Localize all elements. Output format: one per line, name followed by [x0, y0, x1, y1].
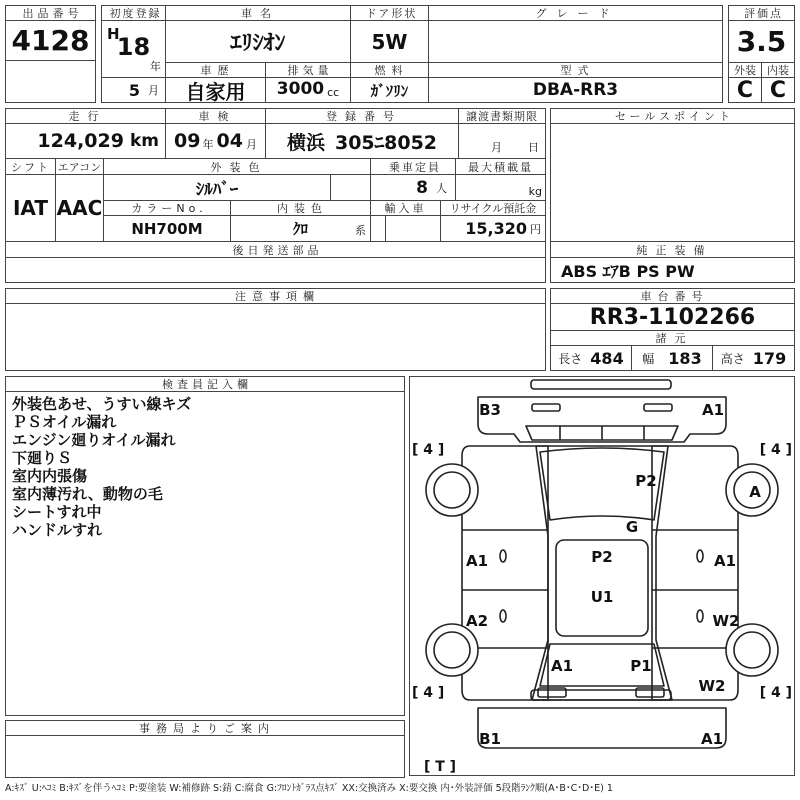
registration-cell	[265, 123, 459, 159]
car-name-label: 車名	[165, 5, 351, 21]
damage-mark: A1	[465, 552, 489, 570]
chassis-number: RR3-1102266	[550, 303, 795, 331]
first-registration-month-cell	[101, 77, 166, 103]
inspection-month: 04	[216, 130, 243, 152]
first-registration-month-unit: 月	[148, 84, 159, 97]
inspector-note-line: ハンドルすれ	[12, 521, 103, 539]
aircon-label: エアコン	[55, 158, 104, 175]
inspector-note-line: ＰＳオイル漏れ	[12, 413, 117, 431]
first-registration-year: 18	[116, 33, 151, 61]
door-handle	[500, 550, 506, 562]
inspector-note-line: シートすれ中	[12, 503, 102, 521]
inspection-year: 09	[174, 130, 201, 152]
right-door-seams	[652, 530, 738, 648]
inspector-note-line: 室内薄汚れ、動物の毛	[12, 485, 163, 503]
damage-mark: B3	[479, 401, 501, 419]
mileage-label: 走行	[5, 108, 166, 124]
front-bumper	[531, 690, 671, 700]
listing-label: 出品番号	[5, 5, 96, 21]
inspector-note-line: 室内内張傷	[12, 467, 88, 485]
interior-score-label: 内装	[761, 62, 795, 78]
interior-color-cell	[230, 215, 371, 242]
import-car-flag-cell	[370, 215, 386, 242]
sales-points-body	[550, 123, 795, 242]
transfer-month-unit: 月	[491, 141, 502, 154]
rear-lamp-left	[532, 404, 560, 411]
right-body-side	[652, 446, 738, 700]
rear-glass-strip	[526, 426, 678, 440]
caution-label: 注意事項欄	[5, 288, 546, 304]
specs-tall-value: 179	[752, 348, 787, 368]
genuine-equipment-label: 純正装備	[550, 241, 795, 258]
import-car-cell	[385, 215, 441, 242]
first-registration-year-unit: 年	[150, 60, 161, 73]
listing-number: 4128	[5, 20, 96, 61]
displacement-unit: cc	[327, 86, 340, 99]
import-car-label: 輸入車	[370, 200, 441, 216]
genuine-equipment: ABS ｴｱB PS PW	[550, 257, 795, 283]
office-body	[5, 735, 405, 778]
damage-mark: A1	[713, 552, 737, 570]
damage-mark: P2	[591, 548, 613, 566]
damage-diagram-box	[409, 376, 795, 776]
tire-mark: [ 4 ]	[759, 685, 792, 701]
grade-label: グレード	[428, 5, 723, 21]
exterior-color: ｼﾙﾊﾞｰ	[103, 174, 331, 201]
displacement-cell	[265, 77, 351, 103]
displacement-label: 排気量	[265, 62, 351, 78]
exterior-color-label: 外装色	[103, 158, 371, 175]
rear-lamp-right	[644, 404, 672, 411]
specs-label: 諸元	[550, 330, 795, 346]
score-value: 3.5	[728, 20, 795, 63]
recycle-fee-value: 15,320	[465, 219, 527, 238]
color-no: NH700M	[103, 215, 231, 242]
history: 自家用	[165, 77, 266, 103]
later-parts-label: 後日発送部品	[5, 241, 546, 258]
fuel: ｶﾞｿﾘﾝ	[350, 77, 429, 103]
interior-color-label: 内装色	[230, 200, 371, 216]
model-code-label: 型式	[428, 62, 723, 78]
office-label: 事務局よりご案内	[5, 720, 405, 736]
tire-mark: [ 4 ]	[759, 442, 792, 458]
shift-value: IAT	[5, 174, 56, 242]
score-label: 評価点	[728, 5, 795, 21]
inspection-label: 車検	[165, 108, 266, 124]
interior-color: ｸﾛ	[292, 220, 308, 238]
interior-color-suffix: 系	[355, 224, 366, 237]
front-panel	[478, 708, 726, 748]
specs-length-value: 484	[590, 348, 624, 368]
damage-mark: P2	[635, 472, 657, 490]
exterior-color-extra-cell	[330, 174, 371, 201]
damage-mark: W2	[712, 612, 740, 630]
history-label: 車歴	[165, 62, 266, 78]
specs-length-cell	[550, 345, 632, 371]
specs-breadth-label: 幅	[642, 351, 655, 366]
tire-mark: [ 4 ]	[412, 442, 445, 458]
mileage-unit: km	[129, 131, 159, 151]
door-type: 5W	[350, 20, 429, 63]
damage-mark: B1	[479, 730, 501, 748]
max-load-cell	[455, 174, 546, 201]
inspector-notes	[5, 391, 405, 716]
max-load-label: 最大積載量	[455, 158, 546, 175]
first-registration-label: 初度登録	[101, 5, 166, 21]
aircon-value: AAC	[55, 174, 104, 242]
door-type-label: ドア形状	[350, 5, 429, 21]
capacity-value: 8	[416, 177, 428, 198]
chassis-label: 車台番号	[550, 288, 795, 304]
damage-mark: A	[749, 483, 761, 501]
tire-mark: [ 4 ]	[412, 685, 445, 701]
rear-bumper	[531, 380, 671, 389]
car-diagram	[410, 377, 794, 775]
specs-length-label: 長さ	[558, 351, 583, 366]
capacity-label: 乗車定員	[370, 158, 456, 175]
max-load-unit: kg	[528, 185, 542, 198]
exterior-score: C	[728, 77, 762, 103]
damage-mark: P1	[630, 657, 652, 675]
first-registration-year-cell	[101, 20, 166, 78]
car-name: ｴﾘｼｵﾝ	[165, 20, 351, 63]
specs-breadth-value: 183	[668, 348, 702, 368]
capacity-unit: 人	[436, 181, 447, 195]
specs-breadth-cell	[631, 345, 713, 371]
later-parts-body	[5, 257, 546, 283]
recycle-fee-label: リサイクル預託金	[440, 200, 546, 216]
left-door-seams	[462, 530, 548, 648]
inspector-label: 検査員記入欄	[5, 376, 405, 392]
listing-empty-cell	[5, 60, 96, 103]
registration-area: 横浜	[286, 131, 325, 154]
registration-label: 登録番号	[265, 108, 459, 124]
fuel-label: 燃料	[350, 62, 429, 78]
exterior-score-label: 外装	[728, 62, 762, 78]
recycle-fee-cell	[440, 215, 546, 242]
inspection-year-unit: 年	[202, 138, 214, 151]
inspection-month-unit: 月	[245, 138, 257, 151]
damage-mark: A1	[550, 657, 574, 675]
damage-mark: W2	[698, 677, 726, 695]
damage-mark: A1	[701, 401, 725, 419]
sales-points-label: セールスポイント	[550, 108, 795, 124]
spare-tire-mark: [ T ]	[423, 759, 457, 775]
transfer-day-unit: 日	[528, 141, 539, 154]
inspector-note-line: 外装色あせ、うすい線キズ	[12, 395, 192, 413]
first-registration-month: 5	[128, 80, 140, 100]
capacity-cell	[370, 174, 456, 201]
color-no-label: カラーNo.	[103, 200, 231, 216]
recycle-fee-unit: 円	[530, 222, 541, 236]
door-handle	[697, 550, 703, 562]
inspection-cell	[165, 123, 266, 159]
displacement-value: 3000	[276, 79, 325, 99]
damage-mark: U1	[590, 588, 614, 606]
inspector-note-line: 下廻りＳ	[12, 449, 73, 467]
legend: A:ｷｽﾞ U:ﾍｺﾐ B:ｷｽﾞを伴うﾍｺﾐ P:要塗装 W:補修跡 S:錆 C:腐食 G:ﾌﾛﾝﾄｶﾞﾗｽ点ｷｽﾞ XX:交換済み X:要交換 内･外装評価 5段階ﾗﾝｸ順(A･B･C･D･E) 1	[5, 783, 613, 794]
specs-tall-label: 高さ	[720, 351, 745, 366]
damage-mark: G	[625, 518, 639, 536]
first-registration-era: H	[107, 25, 120, 43]
transfer-deadline-label: 譲渡書類期限	[458, 108, 546, 124]
shift-label: シフト	[5, 158, 56, 175]
door-handle	[500, 610, 506, 622]
grade-value-cell	[428, 20, 723, 63]
damage-mark: A2	[465, 612, 489, 630]
mileage-value: 124,029	[37, 130, 124, 152]
inspector-note-line: エンジン廻りオイル漏れ	[12, 431, 176, 449]
mileage-cell	[5, 123, 166, 159]
registration-number: 305ﾆ8052	[334, 131, 438, 154]
door-handle	[697, 610, 703, 622]
transfer-deadline-cell	[458, 123, 546, 159]
model-code: DBA-RR3	[428, 77, 723, 103]
interior-score: C	[761, 77, 795, 103]
damage-mark: A1	[700, 730, 724, 748]
caution-body	[5, 303, 546, 371]
specs-tall-cell	[712, 345, 795, 371]
